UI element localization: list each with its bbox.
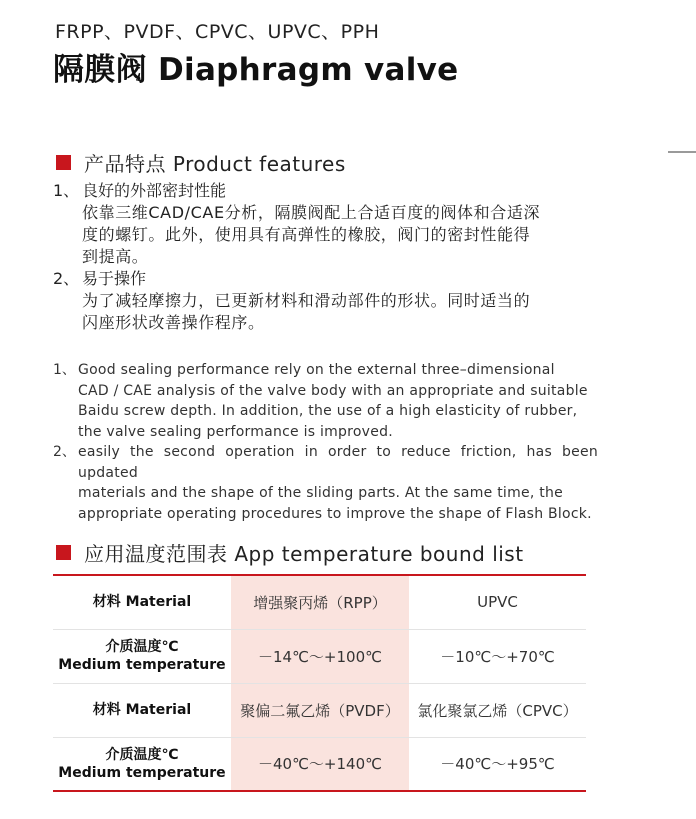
item-number: 2、 xyxy=(53,269,80,288)
table-row xyxy=(53,575,586,629)
page-title: 隔膜阀 Diaphragm valve xyxy=(53,52,459,88)
table-cell: 增强聚丙烯（RPP） xyxy=(231,575,409,629)
item-title: 易于操作 xyxy=(82,269,147,288)
item-text-line: 为了减轻摩擦力，已更新材料和滑动部件的形状。同时适当的 xyxy=(82,291,531,310)
list-item xyxy=(53,180,598,268)
row-label: 介质温度℃ Medium temperature xyxy=(53,737,231,791)
table-cell: －14℃～+100℃ xyxy=(231,629,409,683)
red-square-icon xyxy=(56,155,71,170)
features-en-list xyxy=(53,360,598,524)
row-label: 介质温度℃ Medium temperature xyxy=(53,629,231,683)
list-item xyxy=(53,442,598,524)
item-text-line: the valve sealing performance is improved. xyxy=(78,423,393,440)
features-cn-list xyxy=(53,180,598,334)
material-list: FRPP、PVDF、CPVC、UPVC、PPH xyxy=(55,21,380,43)
table-row xyxy=(53,629,586,683)
item-number: 2、 xyxy=(53,444,76,460)
item-text-line: Good sealing performance rely on the external three–dimensional xyxy=(78,362,555,378)
edge-divider xyxy=(668,151,696,153)
table-row xyxy=(53,683,586,737)
temperature-table xyxy=(53,574,586,792)
item-text-line: appropriate operating procedures to improve the shape of Flash Block. xyxy=(78,505,592,522)
row-label: 材料 Material xyxy=(53,683,231,737)
item-number: 1、 xyxy=(53,362,76,378)
item-text-line: 度的螺钉。此外，使用具有高弹性的橡胶，阀门的密封性能得 xyxy=(82,225,531,244)
section-heading-features xyxy=(56,148,346,177)
table-cell: 氯化聚氯乙烯（CPVC） xyxy=(409,683,586,737)
item-text-line: Baidu screw depth. In addition, the use of a high elasticity of rubber, xyxy=(78,403,578,419)
table-cell: UPVC xyxy=(477,593,518,612)
table-row xyxy=(53,737,586,791)
list-item xyxy=(53,360,598,442)
item-title: 良好的外部密封性能 xyxy=(82,181,227,200)
item-text-line: CAD / CAE analysis of the valve body with an appropriate and suitable xyxy=(78,382,588,399)
table-cell: －10℃～+70℃ xyxy=(409,629,586,683)
section-heading-label: 应用温度范围表 App temperature bound list xyxy=(84,542,524,566)
section-heading-label: 产品特点 Product features xyxy=(84,152,346,176)
item-text-line: easily the second operation in order to reduce friction, has been updated xyxy=(78,444,598,481)
item-text-line: 闪座形状改善操作程序。 xyxy=(82,313,265,332)
red-square-icon xyxy=(56,545,71,560)
table-cell: －40℃～+95℃ xyxy=(409,737,586,791)
section-heading-temperature xyxy=(56,538,524,567)
list-item xyxy=(53,268,598,334)
row-label: 材料 Material xyxy=(92,594,192,611)
item-text-line: 到提高。 xyxy=(82,247,149,266)
table-cell: －40℃～+140℃ xyxy=(231,737,409,791)
table-cell: 聚偏二氟乙烯（PVDF） xyxy=(231,683,409,737)
item-number: 1、 xyxy=(53,181,80,200)
item-text-line: materials and the shape of the sliding parts. At the same time, the xyxy=(78,485,563,501)
item-text-line: 依靠三维CAD/CAE分析，隔膜阀配上合适百度的阀体和合适深 xyxy=(82,203,541,222)
